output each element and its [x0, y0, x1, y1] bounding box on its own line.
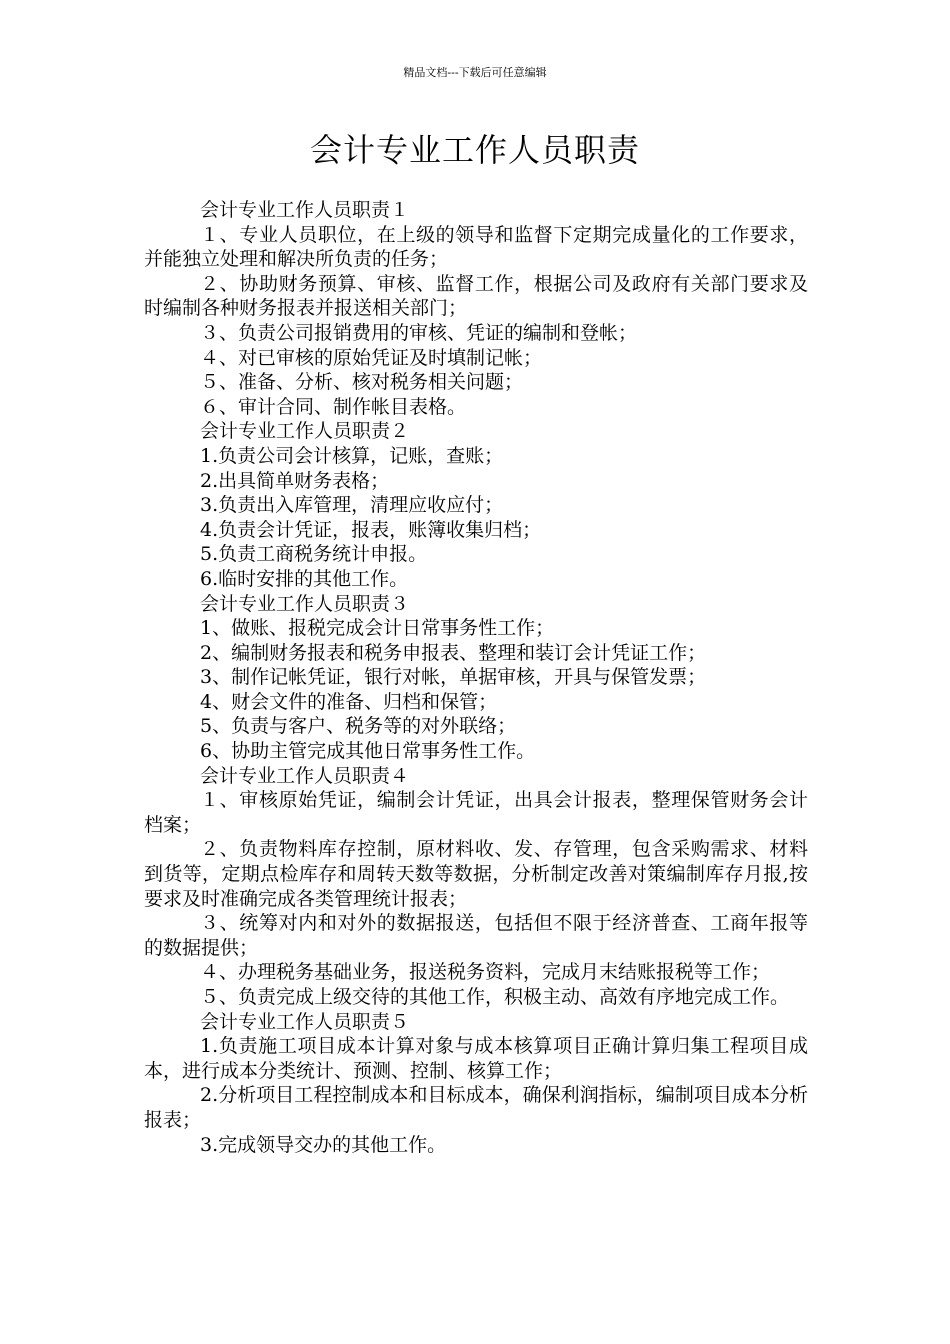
list-item: 2.出具简单财务表格； [200, 469, 390, 492]
list-item: 6、协助主管完成其他日常事务性工作。 [200, 740, 536, 763]
section-heading-5: 会计专业工作人员职责５ [200, 1010, 410, 1033]
section-heading-4: 会计专业工作人员职责４ [200, 764, 410, 787]
page-header-note: 精品文档---下载后可任意编辑 [403, 66, 547, 79]
list-item: 5.负责工商税务统计申报。 [200, 543, 428, 566]
section-heading-1: 会计专业工作人员职责１ [200, 199, 410, 221]
document-body [144, 198, 808, 1157]
list-item: ５、负责完成上级交待的其他工作，积极主动、高效有序地完成工作。 [200, 986, 790, 1008]
list-item: ５、准备、分析、核对税务相关问题； [200, 371, 524, 394]
list-item: ２、负责物料库存控制，原材料收、发、存管理，包含采购需求、材料到货等，定期点检库存和周转天数等数据，分析制定改善对策编制库存月报,按要求及时准确完成各类管理统计报表； [144, 838, 808, 910]
list-item: 3.完成领导交办的其他工作。 [200, 1133, 447, 1156]
list-item: 1.负责施工项目成本计算对象与成本核算项目正确计算归集工程项目成本，进行成本分类统计、预测、控制、核算工作； [144, 1035, 808, 1082]
list-item: ６、审计合同、制作帐目表格。 [200, 395, 467, 418]
list-item: 3、制作记帐凭证，银行对帐，单据审核，开具与保管发票； [200, 666, 707, 689]
list-item: ４、办理税务基础业务，报送税务资料，完成月末结账报税等工作； [200, 961, 771, 984]
list-item: 1、做账、报税完成会计日常事务性工作； [200, 617, 555, 640]
list-item: １、专业人员职位，在上级的领导和监督下定期完成量化的工作要求，并能独立处理和解决所负责的任务； [144, 223, 808, 271]
list-item: 4、财会文件的准备、归档和保管； [200, 690, 498, 713]
document-title: 会计专业工作人员职责 [309, 131, 640, 169]
list-item: １、审核原始凭证，编制会计凭证，出具会计报表，整理保管财务会计档案； [144, 789, 808, 836]
list-item: ３、统筹对内和对外的数据报送，包括但不限于经济普查、工商年报等的数据提供； [144, 912, 808, 959]
list-item: ２、协助财务预算、审核、监督工作，根据公司及政府有关部门要求及时编制各种财务报表并报送相关部门； [144, 272, 808, 320]
list-item: 2、编制财务报表和税务申报表、整理和装订会计凭证工作； [200, 641, 707, 664]
list-item: 4.负责会计凭证，报表，账簿收集归档； [200, 518, 542, 541]
list-item: 2.分析项目工程控制成本和目标成本，确保利润指标，编制项目成本分析报表； [144, 1084, 808, 1131]
list-item: 1.负责公司会计核算，记账，查账； [200, 444, 504, 467]
list-item: 6.临时安排的其他工作。 [200, 567, 409, 590]
list-item: 3.负责出入库管理，清理应收应付； [200, 494, 504, 517]
section-heading-2: 会计专业工作人员职责２ [200, 420, 410, 443]
list-item: 5、负责与客户、税务等的对外联络； [200, 715, 517, 738]
section-heading-3: 会计专业工作人员职责３ [200, 592, 410, 615]
list-item: ４、对已审核的原始凭证及时填制记帐； [200, 346, 543, 369]
list-item: ３、负责公司报销费用的审核、凭证的编制和登帐； [200, 321, 638, 344]
